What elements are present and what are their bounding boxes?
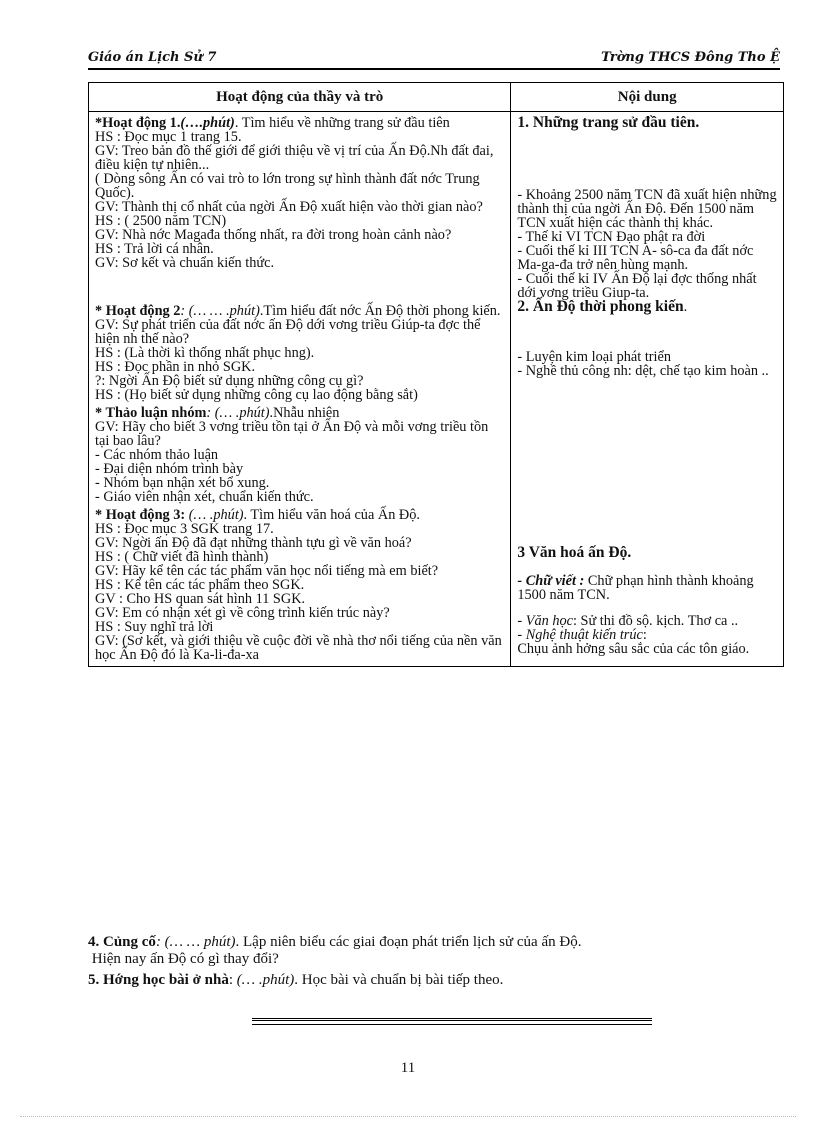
text-line: HS : Đọc mục 1 trang 15. (95, 129, 242, 145)
writing-text: Chữ phạn hình thành khoảng 1500 năm TCN. (517, 573, 754, 603)
content-line: - Nghề thủ công nh: dệt, chế tạo kim hoàn .. (517, 363, 769, 379)
content-line (517, 614, 777, 628)
text-line: GV: (Sơ kết, và giới thiệu về cuộc đời về nhà thơ nổi tiếng của nền văn học Ấn Độ đó là Ka-li-đa-xa (95, 633, 502, 663)
section-1-heading: 1. Những trang sử đầu tiên. (517, 114, 700, 131)
literature-label: - Văn học (517, 613, 573, 629)
text-line: - Các nhóm thảo luận (95, 447, 219, 463)
activity-3-heading (95, 508, 504, 522)
text-line: ?: Ngời Ấn Độ biết sử dụng những công cụ gì? (95, 373, 364, 389)
text-line: GV: Ngời ấn Độ đã đạt những thành tựu gì về văn hoá? (95, 535, 412, 551)
text-line: - Nhóm bạn nhận xét bổ xung. (95, 475, 270, 491)
activity-1-heading (95, 116, 504, 130)
consolidation-time: : (… … phút) (155, 934, 236, 950)
content-line: Chụu ảnh hởng sâu sắc của các tôn giáo. (517, 641, 750, 657)
teacher-student-activities (89, 112, 511, 667)
homework-section (88, 972, 788, 989)
text-line: GV: Sơ kết và chuẩn kiến thức. (95, 255, 275, 271)
activity-2-heading (95, 304, 504, 318)
activity-1-time: (….phút) (180, 115, 235, 131)
content-line (517, 574, 777, 602)
activity-1-title: *Hoạt động 1. (95, 115, 181, 131)
activity-3-time: (… .phút) (185, 507, 244, 523)
text-line: GV: Em có nhận xét gì về công trình kiến trúc này? (95, 605, 390, 621)
activity-1-desc: . Tìm hiểu về những trang sử đầu tiên (234, 115, 450, 131)
text-line: GV: Sự phát triển của đất nớc ấn Độ dới vơng triều Giúp-ta đợc thể hiện nh thế nào? (95, 317, 481, 347)
text-line: HS : ( 2500 năm TCN) (95, 213, 227, 229)
text-line: GV: Hãy cho biết 3 vơng triều tồn tại ở Ấn Độ và mỗi vơng triều tồn tại bao lâu? (95, 419, 489, 449)
table-header-row (89, 83, 784, 112)
text-line: HS : ( Chữ viết đã hình thành) (95, 549, 269, 565)
homework-desc: . Học bài và chuẩn bị bài tiếp theo. (294, 972, 504, 988)
discussion-desc: .Nhẫu nhiên (269, 405, 340, 421)
discussion-title: * Thảo luận nhóm (95, 405, 207, 421)
architecture-colon: : (642, 627, 647, 643)
homework-colon: : (228, 972, 237, 988)
col-right-title: Nội dung (511, 83, 784, 112)
discussion-heading (95, 406, 504, 420)
consolidation-question: Hiện nay ấn Độ có gì thay đổi? (91, 951, 279, 967)
col-left-title: Hoạt động của thầy và trò (89, 83, 511, 112)
content-line: - Cuối thế kỉ III TCN A- sô-ca đa đất nớc Ma-ga-đa trở nên hùng mạnh. (517, 243, 754, 273)
lesson-table (88, 82, 784, 667)
writing-label: - Chữ viết : (517, 573, 585, 589)
page-number: 11 (400, 1060, 416, 1076)
footer-divider (252, 1018, 652, 1025)
content-column (511, 112, 784, 667)
activity-3-desc: . Tìm hiểu văn hoá của Ấn Độ. (243, 507, 420, 523)
header-right: Trờng THCS Đông Tho Ệ (601, 50, 780, 65)
discussion-time: : (… .phút) (206, 405, 270, 421)
architecture-label: - Nghệ thuật kiến trúc (517, 627, 643, 643)
spacer (517, 130, 777, 188)
text-line: GV: Treo bản đồ thế giới để giới thiệu về vị trí của Ấn Độ.Nh đất đai, điều kiện tự nhiên... (95, 143, 494, 173)
text-line: GV: Thành thị cổ nhất của ngời Ấn Độ xuất hiện vào thời gian nào? (95, 199, 483, 215)
text-line: GV: Hãy kể tên các tác phẩm văn học nổi tiếng mà em biết? (95, 563, 439, 579)
spacer (517, 314, 777, 350)
header-divider (88, 68, 780, 70)
activity-2-title: * Hoạt động 2 (95, 303, 181, 319)
header-left: Giáo án Lịch Sử 7 (88, 50, 217, 65)
text-line: - Đại diện nhóm trình bày (95, 461, 244, 477)
text-line: HS : Suy nghĩ trả lời (95, 619, 214, 635)
text-line: HS : Đọc phần in nhỏ SGK. (95, 359, 256, 375)
spacer (517, 560, 777, 574)
spacer (95, 270, 504, 304)
text-line: - Giáo viên nhận xét, chuẩn kiến thức. (95, 489, 314, 505)
homework-title: 5. Hớng học bài ở nhà (88, 972, 229, 988)
content-line (517, 628, 777, 642)
activity-2-desc: .Tìm hiểu đất nớc Ấn Độ thời phong kiến. (259, 303, 501, 319)
text-line: GV: Nhà nớc Magađa thống nhất, ra đời trong hoàn cảnh nào? (95, 227, 452, 243)
section-3-heading: 3 Văn hoá ấn Độ. (517, 544, 632, 561)
content-line: - Cuối thế kỉ IV Ấn Độ lại đợc thống nhất dới vơng triều Giup-ta. (517, 271, 757, 301)
consolidation-desc: . Lập niên biểu các giai đoạn phát triển lịch sử của ấn Độ. (235, 934, 582, 950)
table-body-row (89, 112, 784, 667)
text-line: HS : (Họ biết sử dụng những công cụ lao động bằng sắt) (95, 387, 418, 403)
section-2-title: 2. Ấn Độ thời phong kiến (517, 298, 684, 315)
content-line: - Luyện kim loại phát triển (517, 349, 672, 365)
text-line: ( Dòng sông Ấn có vai trò to lớn trong sự hình thành đất nớc Trung Quốc). (95, 171, 480, 201)
text-line: HS : Đọc mục 3 SGK trang 17. (95, 521, 274, 537)
text-line: HS : Trả lời cá nhân. (95, 241, 214, 257)
text-line: HS : Kể tên các tác phẩm theo SGK. (95, 577, 305, 593)
text-line: GV : Cho HS quan sát hình 11 SGK. (95, 591, 306, 607)
homework-time: (… .phút) (236, 972, 295, 988)
section-2-heading: 2. Ấn Độ thời phong kiến. (517, 298, 688, 315)
content-line: - Thế kỉ VI TCN Đạo phật ra đời (517, 229, 706, 245)
content-line: - Khoảng 2500 năm TCN đã xuất hiện những thành thị của ngời Ấn Độ. Đến 1500 năm TCN xuất hiện các thành thị khác. (517, 187, 777, 231)
consolidation-title: 4. Củng cố (88, 934, 156, 950)
activity-3-title: * Hoạt động 3: (95, 507, 186, 523)
activity-2-time: : (… … .phút) (180, 303, 260, 319)
spacer (517, 378, 777, 546)
text-line: HS : (Là thời kì thống nhất phục hng). (95, 345, 315, 361)
page-edge (20, 1116, 796, 1117)
literature-text: : Sử thi đồ sộ. kịch. Thơ ca .. (572, 613, 739, 629)
consolidation-section (88, 934, 788, 968)
